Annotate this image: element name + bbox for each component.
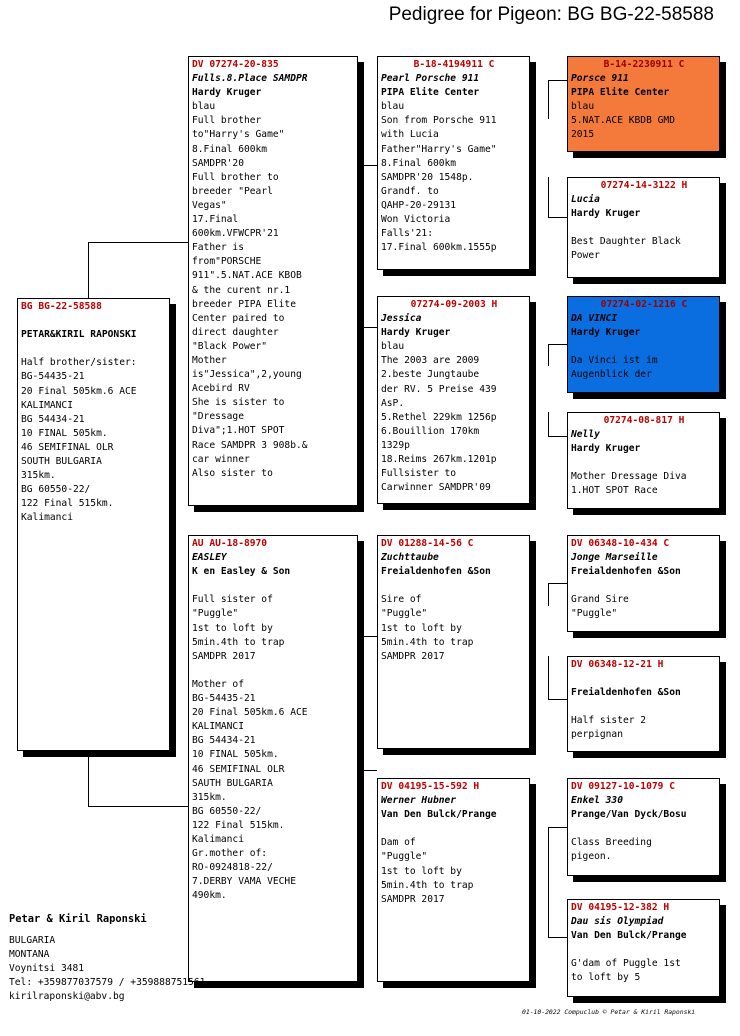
connector [358, 636, 377, 637]
connector [358, 290, 359, 327]
card-text-line: Full brother [192, 115, 262, 127]
pigeon-owner: Hardy Kruger [192, 87, 262, 99]
pigeon-card-subject [17, 298, 170, 751]
card-text-line: AsP. [381, 397, 405, 409]
contact-line: MONTANA [9, 949, 50, 961]
card-text-line: BG 54434-21 [192, 735, 256, 747]
card-text-line: 46 SEMIFINAL OLR [192, 763, 285, 775]
card-text-line: blau [381, 101, 405, 113]
ring-number: DV 06348-12-21 H [571, 659, 664, 670]
blank-line [571, 672, 717, 686]
card-text-line: 1st to loft by [192, 622, 273, 634]
pigeon-card-dam-sire-dam [567, 656, 720, 752]
card-text-line: Father"Harry's Game" [381, 143, 497, 155]
card-text-line: 20 Final 505km.6 ACE [21, 385, 137, 397]
card-text-line: Full brother to [192, 171, 279, 183]
ring-number: BG BG-22-58588 [21, 301, 102, 312]
card-text-line: is"Jessica",2,young [192, 369, 302, 381]
card-text-line: Diva";1.HOT SPOT [192, 425, 285, 437]
card-text-line: 5.Rethel 229km 1256p [381, 411, 497, 423]
connector [548, 412, 549, 436]
connector [548, 436, 567, 437]
blank-line [571, 943, 717, 957]
connector [548, 827, 549, 883]
card-text-line: 1st to loft by [381, 865, 462, 877]
pigeon-owner: Hardy Kruger [571, 327, 641, 339]
ring-number: 07274-09-2003 H [410, 299, 498, 310]
blank-line [571, 700, 717, 714]
pigeon-card-sire-sire-dam [567, 177, 720, 278]
card-text-line: 8.Final 600km [381, 157, 457, 169]
card-text-line: Race SAMDPR 3 908b.& [192, 439, 308, 451]
ring-number: 07274-08-817 H [603, 415, 685, 426]
ring-number: DV 01288-14-56 C [381, 538, 474, 549]
connector [548, 937, 567, 938]
print-stamp: 01-10-2022 Compuclub © Petar & Kiril Raponski [522, 1008, 696, 1016]
ring-number: DV 04195-15-592 H [381, 781, 480, 792]
card-text-line: 46 SEMIFINAL OLR [21, 441, 114, 453]
connector [548, 80, 567, 81]
pigeon-card-sire-dam [377, 296, 530, 504]
breeder-contact [9, 912, 205, 1005]
connector [548, 656, 549, 699]
ring-number: 07274-14-3122 H [600, 180, 688, 191]
card-text-line: "Puggle" [381, 851, 428, 863]
blank-line [21, 342, 167, 356]
pigeon-card-dam-dam-sire [567, 778, 720, 876]
card-text-line: 1329p [381, 439, 410, 451]
connector [548, 80, 549, 119]
pigeon-name: Enkel 330 [571, 795, 623, 807]
blank-line [381, 822, 527, 836]
card-text-line: SAMDPR 2017 [192, 650, 256, 662]
card-text-line: Acebird RV [192, 383, 250, 395]
ring-number: DV 04195-12-382 H [571, 902, 670, 913]
card-text-line: SAMDPR 2017 [381, 893, 445, 905]
pigeon-name: Fulls.8.Place SAMDPR [192, 73, 308, 85]
pigeon-card-dam-dam-dam [567, 899, 720, 997]
contact-line: Tel: +359877037579 / +359888751561 [9, 977, 206, 989]
card-text-line: 20 Final 505km.6 ACE [192, 707, 308, 719]
card-text-line: Power [571, 250, 600, 262]
card-text-line: 490km. [192, 890, 227, 902]
card-text-line: with Lucia [381, 129, 439, 141]
card-text-line: direct daughter [192, 326, 279, 338]
card-text-line: 5min.4th to trap [381, 636, 474, 648]
blank-line [571, 579, 717, 593]
card-text-line: Falls'21: [381, 228, 433, 240]
card-text-line: BG-54435-21 [21, 371, 85, 383]
pigeon-name: Werner Hubner [381, 795, 457, 807]
card-text-line: 315km. [192, 791, 227, 803]
pigeon-owner: Freialdenhofen &Son [571, 687, 681, 699]
card-text-line: Best Daughter Black [571, 236, 681, 248]
card-text-line: 5.NAT.ACE KBDB GMD [571, 115, 675, 127]
card-text-line: 18.Reims 267km.1201p [381, 454, 497, 466]
card-text-line: The 2003 are 2009 [381, 355, 480, 367]
ring-number: DV 09127-10-1079 C [571, 781, 675, 792]
pigeon-card-sire [188, 56, 358, 506]
pigeon-name: Jonge Marseille [571, 552, 658, 564]
card-text-line: G'dam of Puggle 1st [571, 958, 681, 970]
pigeon-name: Zuchttaube [381, 552, 439, 564]
card-text-line: 5min.4th to trap [192, 636, 285, 648]
connector [358, 636, 359, 668]
pigeon-card-sire-sire-sire [567, 56, 720, 152]
card-text-line: She is sister to [192, 397, 285, 409]
card-text-line: Center paired to [192, 312, 285, 324]
card-text-line: Father is [192, 242, 244, 254]
card-text-line: "Puggle" [571, 608, 618, 620]
pigeon-name: Dau sis Olympiad [571, 916, 664, 928]
card-text-line: 6.Bouillion 170km [381, 425, 480, 437]
pigeon-card-dam [188, 535, 358, 982]
blank-line [21, 314, 167, 328]
contact-line: Voynitsi 3481 [9, 963, 85, 975]
pigeon-owner: K en Easley & Son [192, 566, 291, 578]
blank-line [571, 340, 717, 354]
card-text-line: Half brother/sister: [21, 357, 137, 369]
connector [548, 344, 567, 345]
blank-line [571, 822, 717, 836]
card-text-line: Carwinner SAMDPR'09 [381, 482, 491, 494]
pigeon-owner: Freialdenhofen &Son [571, 566, 681, 578]
card-text-line: & the curent nr.1 [192, 284, 291, 296]
pigeon-owner: Van Den Bulck/Prange [571, 930, 687, 942]
card-text-line: Mother Dressage Diva [571, 471, 687, 483]
card-text-line: Full sister of [192, 594, 273, 606]
pigeon-owner: Van Den Bulck/Prange [381, 809, 497, 821]
card-text-line: Half sister 2 [571, 715, 647, 727]
card-text-line: "Puggle" [381, 608, 428, 620]
contact-line: BULGARIA [9, 935, 56, 947]
connector [548, 583, 549, 606]
card-text-line: Mother [192, 354, 227, 366]
card-text-line: 315km. [21, 470, 56, 482]
pigeon-owner: Hardy Kruger [571, 443, 641, 455]
pigeon-name: Pearl Porsche 911 [381, 73, 480, 85]
connector [548, 217, 567, 218]
card-text-line: SAMDPR 2017 [381, 650, 445, 662]
connector [548, 827, 567, 828]
card-text-line: 911".5.NAT.ACE KBOB [192, 270, 302, 282]
ring-number: AU AU-18-8970 [192, 538, 268, 549]
card-text-line: perpignan [571, 729, 623, 741]
pigeon-owner: Hardy Kruger [571, 208, 641, 220]
blank-line [192, 579, 355, 593]
card-text-line: BG-54435-21 [192, 693, 256, 705]
contact-line: kirilraponski@abv.bg [9, 991, 125, 1003]
card-text-line: Class Breeding [571, 837, 652, 849]
card-text-line: to"Harry's Game" [192, 129, 285, 141]
card-text-line: "Dressage [192, 411, 244, 423]
pigeon-card-sire-dam-dam [567, 412, 720, 509]
card-text-line: pigeon. [571, 851, 612, 863]
pigeon-card-dam-sire-sire [567, 535, 720, 632]
connector [358, 165, 377, 166]
blank-line [571, 456, 717, 470]
pigeon-owner: PETAR&KIRIL RAPONSKI [21, 329, 137, 341]
card-text-line: 2.beste Jungtaube [381, 369, 480, 381]
card-text-line: Grandf. to [381, 185, 439, 197]
card-text-line: breeder PIPA Elite [192, 298, 296, 310]
card-text-line: Mother of [192, 678, 244, 690]
card-text-line: Fullsister to [381, 468, 457, 480]
card-text-line: Dam of [381, 837, 416, 849]
breeder-name: Petar & Kiril Raponski [9, 913, 147, 925]
connector [358, 770, 377, 771]
ring-number: B-14-2230911 C [603, 59, 685, 70]
card-text-line: Grand Sire [571, 594, 629, 606]
card-text-line: KALIMANCI [192, 721, 244, 733]
pigeon-name: Lucia [571, 194, 600, 206]
blank-line [192, 664, 355, 678]
ring-number: 07274-02-1216 C [600, 299, 688, 310]
connector [88, 806, 188, 807]
pigeon-owner: PIPA Elite Center [571, 87, 670, 99]
pigeon-owner: Hardy Kruger [381, 327, 451, 339]
card-text-line: 10 FINAL 505km. [21, 427, 108, 439]
card-text-line: KALIMANCI [21, 399, 73, 411]
card-text-line: 7.DERBY VAMA VECHE [192, 876, 296, 888]
card-text-line: 5min.4th to trap [381, 879, 474, 891]
pigeon-card-dam-dam [377, 778, 530, 982]
connector [88, 242, 188, 243]
connector [358, 165, 359, 186]
ring-number: B-18-4194911 C [413, 59, 495, 70]
card-text-line: 8.Final 600km [192, 143, 268, 155]
card-text-line: 17.Final 600km.1555p [381, 242, 497, 254]
card-text-line: Augenblick der [571, 369, 652, 381]
pigeon-name: Porsce 911 [571, 73, 629, 85]
card-text-line: RO-0924818-22/ [192, 862, 273, 874]
pigeon-name: Nelly [571, 429, 600, 441]
card-text-line: "Black Power" [192, 340, 268, 352]
card-text-line: BG 54434-21 [21, 413, 85, 425]
blank-line [571, 221, 717, 235]
connector [548, 883, 549, 937]
connector [358, 327, 377, 328]
pigeon-card-dam-sire [377, 535, 530, 749]
card-text-line: SOUTH BULGARIA [21, 456, 102, 468]
pigeon-owner: Freialdenhofen &Son [381, 566, 491, 578]
page-title: Pedigree for Pigeon: BG BG-22-58588 [388, 4, 714, 25]
card-text-line: blau [381, 341, 405, 353]
connector [88, 242, 89, 299]
card-text-line: 17.Final [192, 214, 239, 226]
card-text-line: Sire of [381, 594, 422, 606]
card-text-line: blau [571, 101, 595, 113]
card-text-line: 600km.VFWCPR'21 [192, 228, 279, 240]
card-text-line: Gr.mother of: [192, 848, 268, 860]
pigeon-name: Jessica [381, 313, 422, 325]
ring-number: DV 07274-20-835 [192, 59, 279, 70]
card-text-line: Son from Porsche 911 [381, 115, 497, 127]
card-text-line: Da Vinci ist im [571, 355, 658, 367]
card-text-line: to loft by 5 [571, 972, 641, 984]
card-text-line: "Puggle" [192, 608, 239, 620]
pigeon-card-sire-sire [377, 56, 530, 270]
blank-line [381, 579, 527, 593]
card-text-line: from"PORSCHE [192, 256, 262, 268]
card-text-line: Kalimanci [192, 833, 244, 845]
card-text-line: SAUTH BULGARIA [192, 777, 273, 789]
card-text-line: QAHP-20-29131 [381, 199, 457, 211]
card-text-line: Kalimanci [21, 512, 73, 524]
pigeon-name: DA VINCI [571, 313, 618, 325]
card-text-line: 122 Final 515km. [192, 819, 285, 831]
card-text-line: Won Victoria [381, 214, 451, 226]
connector [548, 583, 567, 584]
connector [548, 177, 549, 217]
card-text-line: 2015 [571, 129, 595, 141]
card-text-line: BG 60550-22/ [21, 484, 91, 496]
pigeon-card-sire-dam-sire [567, 296, 720, 393]
pigeon-owner: Prange/Van Dyck/Bosu [571, 809, 687, 821]
card-text-line: 1.HOT SPOT Race [571, 485, 658, 497]
card-text-line: BG 60550-22/ [192, 805, 262, 817]
card-text-line: 122 Final 515km. [21, 498, 114, 510]
connector [548, 344, 549, 366]
card-text-line: 1st to loft by [381, 622, 462, 634]
card-text-line: 10 FINAL 505km. [192, 749, 279, 761]
card-text-line: SAMDPR'20 [192, 157, 244, 169]
card-text-line: Also sister to [192, 467, 273, 479]
card-text-line: breeder "Pearl [192, 185, 273, 197]
connector [548, 699, 567, 700]
connector [358, 712, 359, 770]
card-text-line: Vegas" [192, 199, 227, 211]
pigeon-name: EASLEY [192, 552, 227, 564]
ring-number: DV 06348-10-434 C [571, 538, 670, 549]
card-text-line: der RV. 5 Preise 439 [381, 383, 497, 395]
card-text-line: car winner [192, 453, 250, 465]
card-text-line: SAMDPR'20 1548p. [381, 171, 474, 183]
connector [88, 751, 89, 806]
card-text-line: blau [192, 101, 216, 113]
pigeon-owner: PIPA Elite Center [381, 87, 480, 99]
